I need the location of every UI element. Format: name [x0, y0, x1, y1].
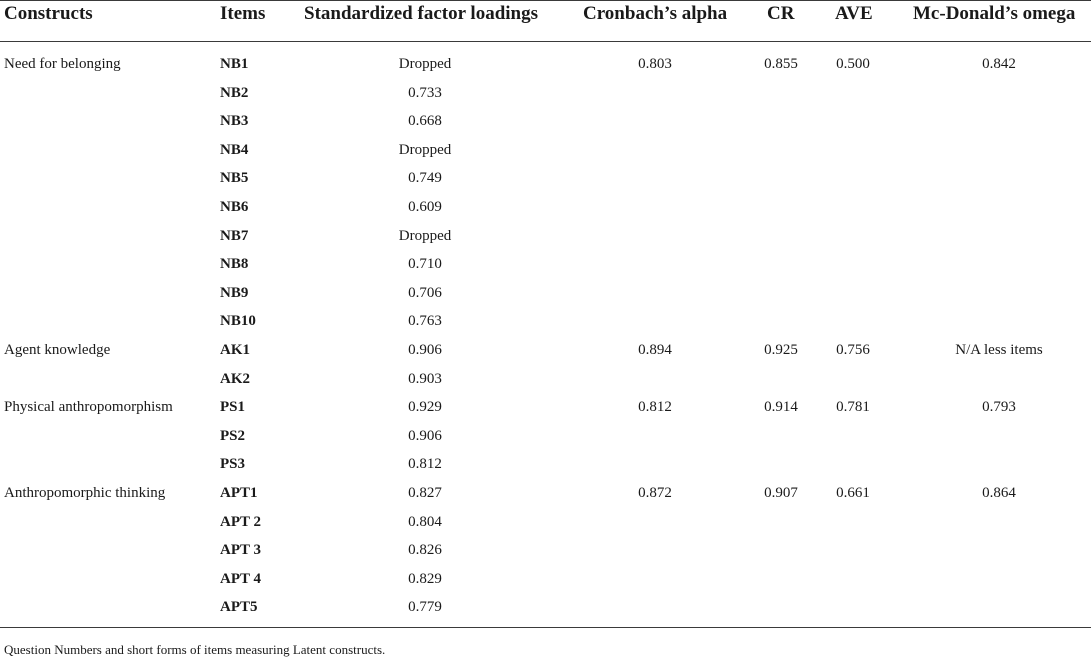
ave-cell: 0.500 — [836, 56, 870, 72]
cronbach-alpha-cell: 0.894 — [638, 342, 672, 358]
loading-cell: 0.903 — [408, 370, 442, 387]
loading-cell: 0.827 — [408, 485, 442, 501]
loading-cell: 0.906 — [408, 342, 442, 358]
header-loadings: Standardized factor loadings — [304, 3, 539, 24]
header-items: Items — [220, 3, 266, 24]
header-cronbach-alpha: Cronbach’s alpha — [583, 3, 728, 24]
item-cell: APT 4 — [220, 570, 261, 587]
item-cell: NB8 — [220, 256, 249, 273]
loading-cell: 0.733 — [408, 84, 442, 101]
loading-cell: 0.749 — [408, 170, 442, 187]
header-mcdonald-omega: Mc-Donald’s omega — [913, 3, 1076, 24]
item-cell: NB10 — [220, 313, 256, 330]
construct-cell: Physical anthropomorphism — [4, 399, 173, 416]
construct-cell: Agent knowledge — [4, 342, 111, 358]
loading-cell: 0.906 — [408, 427, 442, 444]
item-cell: APT 3 — [220, 542, 261, 559]
item-cell: NB1 — [220, 56, 249, 72]
item-cell: NB4 — [220, 141, 249, 158]
construct-cell: Need for belonging — [4, 56, 121, 72]
loading-cell: 0.804 — [408, 513, 442, 530]
table-bottom-rule — [0, 627, 1091, 628]
item-cell: NB3 — [220, 113, 249, 130]
mcdonald-omega-cell: 0.864 — [982, 485, 1016, 501]
cronbach-alpha-cell: 0.872 — [638, 485, 672, 501]
loading-cell: 0.812 — [408, 456, 442, 473]
ave-cell: 0.756 — [836, 342, 870, 358]
loading-cell: 0.710 — [408, 256, 442, 273]
mcdonald-omega-cell: N/A less items — [955, 342, 1043, 358]
loading-cell: Dropped — [398, 56, 452, 72]
table-top-rule — [0, 0, 1091, 1]
item-cell: NB5 — [220, 170, 249, 187]
cr-cell: 0.914 — [764, 399, 798, 416]
cr-cell: 0.925 — [764, 342, 798, 358]
header-ave: AVE — [835, 3, 873, 24]
loading-cell: 0.829 — [408, 570, 442, 587]
header-cr: CR — [767, 3, 795, 24]
item-cell: NB7 — [220, 227, 249, 244]
item-cell: APT5 — [220, 599, 258, 616]
loading-cell: 0.929 — [408, 399, 442, 416]
item-cell: APT 2 — [220, 513, 261, 530]
header-constructs: Constructs — [4, 3, 93, 24]
loading-cell: 0.668 — [408, 113, 442, 130]
table-header-rule — [0, 41, 1091, 42]
loading-cell: Dropped — [398, 141, 452, 158]
item-cell: NB2 — [220, 84, 249, 101]
item-cell: AK1 — [220, 342, 250, 358]
table-footnote: Question Numbers and short forms of items measuring Latent constructs. — [4, 642, 386, 657]
mcdonald-omega-cell: 0.793 — [982, 399, 1016, 416]
cr-cell: 0.907 — [764, 485, 798, 501]
cronbach-alpha-cell: 0.812 — [638, 399, 672, 416]
ave-cell: 0.781 — [836, 399, 870, 416]
item-cell: PS2 — [220, 427, 246, 444]
item-cell: PS1 — [220, 399, 246, 416]
ave-cell: 0.661 — [836, 485, 870, 501]
construct-cell: Anthropomorphic thinking — [4, 485, 166, 501]
item-cell: AK2 — [220, 370, 250, 387]
loading-cell: 0.706 — [408, 284, 442, 301]
loading-cell: 0.609 — [408, 199, 442, 215]
item-cell: APT1 — [220, 485, 258, 501]
cronbach-alpha-cell: 0.803 — [638, 56, 672, 72]
item-cell: NB6 — [220, 199, 249, 215]
loading-cell: Dropped — [398, 227, 452, 244]
item-cell: NB9 — [220, 284, 249, 301]
loading-cell: 0.779 — [408, 599, 442, 616]
loading-cell: 0.826 — [408, 542, 442, 559]
cr-cell: 0.855 — [764, 56, 798, 72]
loading-cell: 0.763 — [408, 313, 442, 330]
mcdonald-omega-cell: 0.842 — [982, 56, 1016, 72]
item-cell: PS3 — [220, 456, 246, 473]
